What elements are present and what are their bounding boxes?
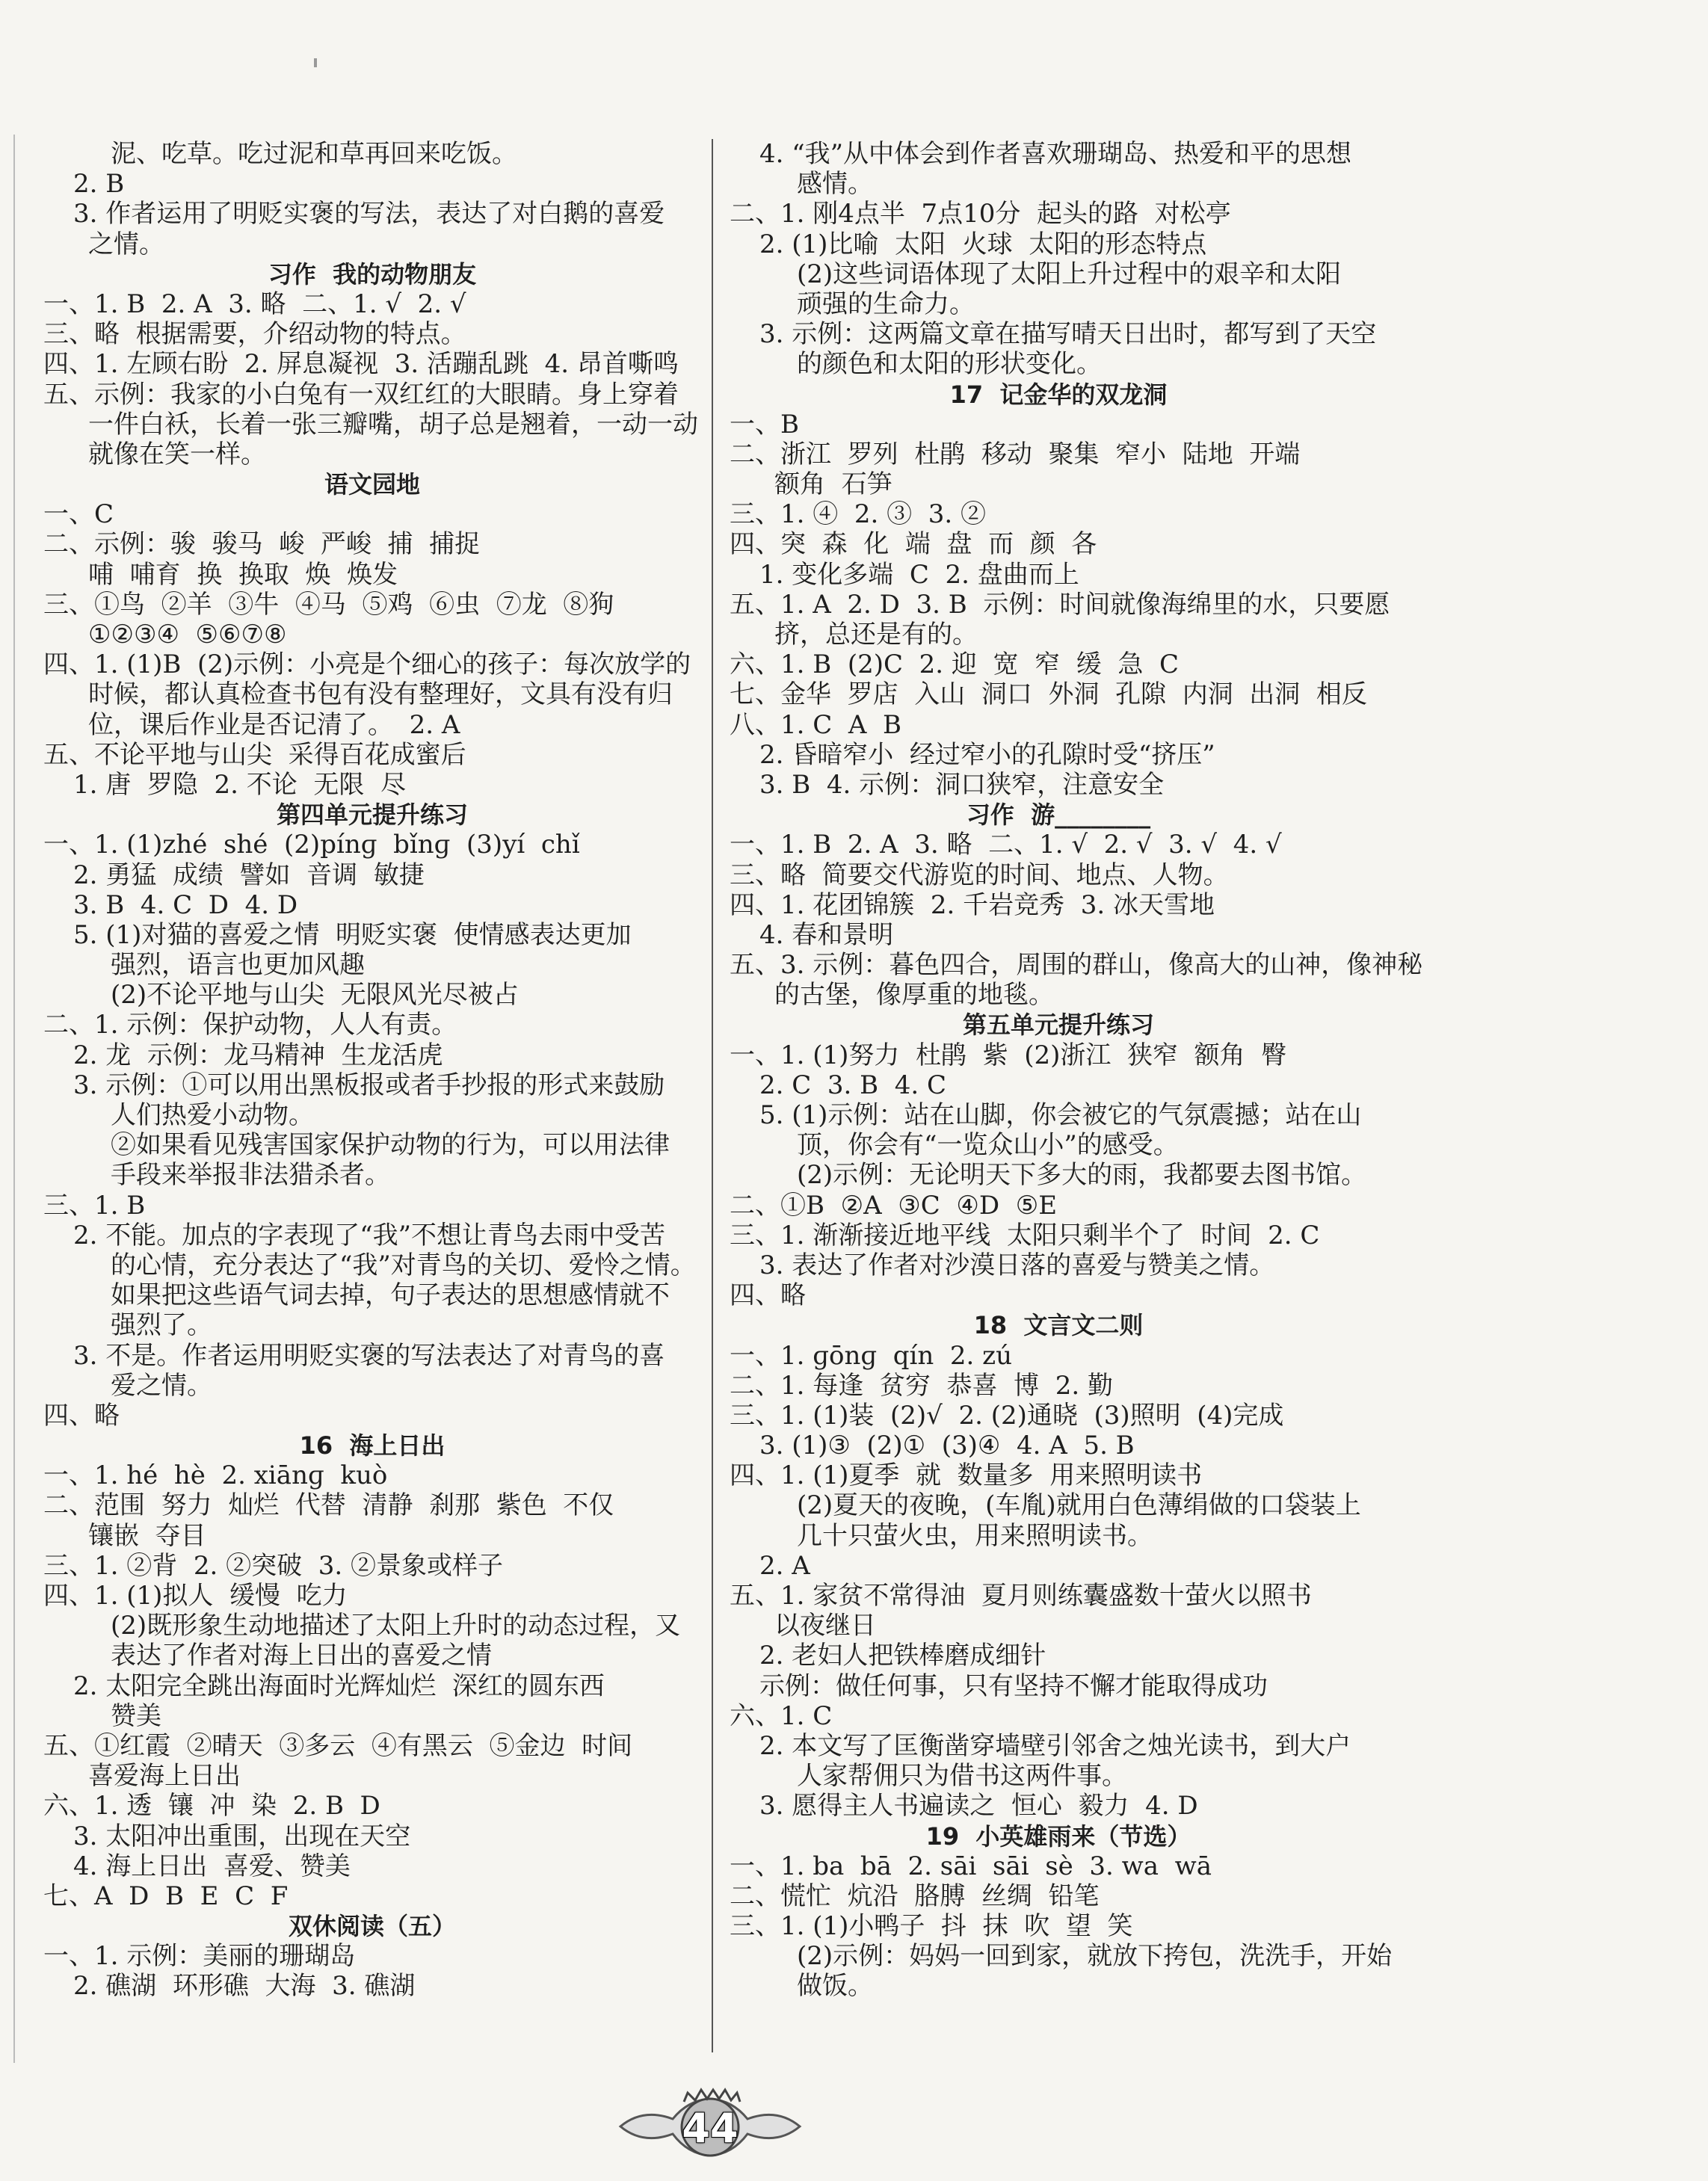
answer-line: 时候，都认真检查书包有没有整理好，文具有没有归 xyxy=(88,679,673,710)
answer-line: 2. (1)比喻 太阳 火球 太阳的形态特点 xyxy=(759,229,1207,259)
answer-line: 做饭。 xyxy=(797,1971,873,2002)
answer-line: 3. 示例：①可以用出黑板报或者手抄报的形式来鼓励 xyxy=(73,1070,665,1100)
answer-column-left xyxy=(43,139,701,2002)
answer-line: 一、1. ɡōnɡ qín 2. zú xyxy=(730,1340,1012,1371)
answer-line: 一、B xyxy=(730,409,799,439)
answer-line: 三、1. ④ 2. ③ 3. ② xyxy=(730,499,986,530)
answer-line: 顶，你会有“一览众山小”的感受。 xyxy=(797,1130,1179,1161)
answer-line: 三、1. (1)装 (2)√ 2. (2)通晓 (3)照明 (4)完成 xyxy=(730,1400,1284,1431)
answer-line: 喜爱海上日出 xyxy=(88,1761,241,1792)
answer-line: 四、略 xyxy=(730,1280,806,1311)
answer-line: 五、1. A 2. D 3. B 示例：时间就像海绵里的水，只要愿 xyxy=(730,589,1390,620)
answer-line: 三、1. ②背 2. ②突破 3. ②景象或样子 xyxy=(43,1550,503,1581)
answer-line: 以夜继日 xyxy=(774,1611,876,1641)
answer-line: 人家帮佣只为借书这两件事。 xyxy=(797,1761,1127,1792)
answer-line: 2. A xyxy=(759,1550,810,1581)
answer-line: 强烈，语言也更加风趣 xyxy=(111,950,365,981)
answer-line: 2. C 3. B 4. C xyxy=(759,1070,946,1100)
section-heading: 19 小英雄雨来（节选） xyxy=(925,1821,1191,1851)
answer-line: 4. 海上日出 喜爱、赞美 xyxy=(73,1851,351,1881)
answer-line: 手段来举报非法猎杀者。 xyxy=(111,1160,390,1191)
answer-line: 一、1. 示例：美丽的珊瑚岛 xyxy=(43,1941,356,1972)
answer-line: 2. 老妇人把铁棒磨成细针 xyxy=(759,1641,1046,1671)
answer-line: 4. 春和景明 xyxy=(759,919,894,950)
answer-line: 八、1. C A B xyxy=(730,709,902,740)
answer-line: 三、略 根据需要，介绍动物的特点。 xyxy=(43,319,466,350)
answer-line: 三、1. 渐渐接近地平线 太阳只剩半个了 时间 2. C xyxy=(730,1220,1320,1250)
page-footer xyxy=(0,2085,1420,2168)
answer-line: 四、1. (1)拟人 缓慢 吃力 xyxy=(43,1581,348,1611)
answer-line: (2)不论平地与山尖 无限风光尽被占 xyxy=(111,980,519,1011)
answer-line: 3. 愿得主人书遍读之 恒心 毅力 4. D xyxy=(759,1791,1198,1821)
answer-line: 一、1. (1)努力 杜鹃 紫 (2)浙江 狭窄 额角 臀 xyxy=(730,1040,1287,1070)
page-number: 44 xyxy=(682,2105,739,2152)
answer-line: 2. 礁湖 环形礁 大海 3. 礁湖 xyxy=(73,1971,416,2002)
answer-line: 爱之情。 xyxy=(111,1370,212,1401)
answer-line: 之情。 xyxy=(88,229,164,259)
answer-line: 四、1. 花团锦簇 2. 千岩竞秀 3. 冰天雪地 xyxy=(730,889,1215,920)
answer-line: 四、1. (1)夏季 就 数量多 用来照明读书 xyxy=(730,1460,1203,1491)
answer-line: 2. B xyxy=(73,169,125,200)
answer-line: (2)既形象生动地描述了太阳上升时的动态过程，又 xyxy=(111,1611,681,1641)
answer-line: 哺 哺育 换 换取 焕 焕发 xyxy=(88,559,398,590)
answer-line: 2. 昏暗窄小 经过窄小的孔隙时受“挤压” xyxy=(759,739,1215,770)
answer-line: 5. (1)示例：站在山脚，你会被它的气氛震撼；站在山 xyxy=(759,1100,1362,1130)
answer-line: 感情。 xyxy=(797,169,873,200)
answer-line: ①②③④ ⑤⑥⑦⑧ xyxy=(88,620,287,650)
answer-column-right xyxy=(730,139,1423,2002)
answer-line: 如果把这些语气词去掉，句子表达的思想感情就不 xyxy=(111,1280,670,1311)
section-heading: 16 海上日出 xyxy=(299,1431,446,1460)
answer-line: 二、慌忙 炕沿 胳膊 丝绸 铅笔 xyxy=(730,1881,1100,1911)
answer-line: 四、略 xyxy=(43,1400,120,1431)
answer-line: 一、1. B 2. A 3. 略 二、1. √ 2. √ 3. √ 4. √ xyxy=(730,830,1282,860)
answer-line: 一件白袄，长着一张三瓣嘴，胡子总是翘着，一动一动 xyxy=(88,409,698,439)
answer-line: 4. “我”从中体会到作者喜欢珊瑚岛、热爱和平的思想 xyxy=(759,139,1352,169)
answer-line: 赞美 xyxy=(111,1700,161,1731)
answer-line: 位，课后作业是否记清了。 2. A xyxy=(88,709,460,740)
answer-line: 2. 本文写了匡衡凿穿墙壁引邻舍之烛光读书，到大户 xyxy=(759,1730,1351,1761)
answer-line: 二、1. 刚4点半 7点10分 起头的路 对松亭 xyxy=(730,199,1231,229)
answer-line: 一、1. B 2. A 3. 略 二、1. √ 2. √ xyxy=(43,289,466,319)
answer-line: 五、1. 家贫不常得油 夏月则练囊盛数十萤火以照书 xyxy=(730,1581,1312,1611)
answer-line: 的颜色和太阳的形状变化。 xyxy=(797,349,1102,380)
answer-line: 一、C xyxy=(43,499,114,530)
answer-line: 2. 太阳完全跳出海面时光辉灿烂 深红的圆东西 xyxy=(73,1671,605,1701)
answer-line: 七、A D B E C F xyxy=(43,1881,289,1911)
answer-line: 挤，总还是有的。 xyxy=(774,620,978,650)
answer-line: (2)这些词语体现了太阳上升过程中的艰辛和太阳 xyxy=(797,259,1342,289)
answer-line: 3. B 4. 示例：洞口狭窄，注意安全 xyxy=(759,769,1165,800)
answer-line: 一、1. hé hè 2. xiānɡ kuò xyxy=(43,1460,388,1491)
answer-line: 三、1. (1)小鸭子 抖 抹 吹 望 笑 xyxy=(730,1911,1133,1942)
answer-line: 二、示例：骏 骏马 峻 严峻 捕 捕捉 xyxy=(43,529,481,560)
answer-line: 七、金华 罗店 入山 洞口 外洞 孔隙 内洞 出洞 相反 xyxy=(730,679,1367,710)
answer-line: (2)示例：无论明天下多大的雨，我都要去图书馆。 xyxy=(797,1160,1367,1191)
answer-line: 3. 作者运用了明贬实褒的写法，表达了对白鹅的喜爱 xyxy=(73,199,665,229)
answer-line: 五、示例：我家的小白兔有一双红红的大眼睛。身上穿着 xyxy=(43,379,679,410)
answer-line: ②如果看见残害国家保护动物的行为，可以用法律 xyxy=(111,1130,670,1161)
answer-line: 三、1. B xyxy=(43,1190,146,1221)
answer-line: 3. (1)③ (2)① (3)④ 4. A 5. B xyxy=(759,1431,1135,1461)
answer-line: 5. (1)对猫的喜爱之情 明贬实褒 使情感表达更加 xyxy=(73,919,632,950)
section-heading: 18 文言文二则 xyxy=(973,1311,1144,1340)
answer-line: 顽强的生命力。 xyxy=(797,289,975,319)
section-heading: 习作 我的动物朋友 xyxy=(268,259,477,289)
section-heading: 17 记金华的双龙洞 xyxy=(949,380,1168,409)
answer-line: 三、略 简要交代游览的时间、地点、人物。 xyxy=(730,860,1229,890)
answer-line: 1. 唐 罗隐 2. 不论 无限 尽 xyxy=(73,769,406,800)
answer-line: 3. 太阳冲出重围，出现在天空 xyxy=(73,1821,411,1851)
answer-line: 示例：做任何事，只有坚持不懈才能取得成功 xyxy=(759,1671,1268,1701)
answer-line: 二、1. 每逢 贫穷 恭喜 博 2. 勤 xyxy=(730,1370,1113,1401)
answer-line: (2)夏天的夜晚，(车胤)就用白色薄绢做的口袋装上 xyxy=(797,1490,1361,1521)
answer-line: 四、突 森 化 端 盘 而 颜 各 xyxy=(730,529,1097,560)
answer-line: 的心情，充分表达了“我”对青鸟的关切、爱怜之情。 xyxy=(111,1250,696,1280)
answer-line: 三、①鸟 ②羊 ③牛 ④马 ⑤鸡 ⑥虫 ⑦龙 ⑧狗 xyxy=(43,589,614,620)
answer-line: 二、浙江 罗列 杜鹃 移动 聚集 窄小 陆地 开端 xyxy=(730,439,1301,469)
answer-line: 表达了作者对海上日出的喜爱之情 xyxy=(111,1641,492,1671)
answer-line: 2. 勇猛 成绩 譬如 音调 敏捷 xyxy=(73,860,425,890)
answer-line: 强烈了。 xyxy=(111,1310,212,1341)
answer-line: 3. 示例：这两篇文章在描写晴天日出时，都写到了天空 xyxy=(759,319,1377,350)
answer-line: 五、3. 示例：暮色四合，周围的群山，像高大的山神，像神秘 xyxy=(730,950,1423,981)
answer-line: 二、范围 努力 灿烂 代替 清静 刹那 紫色 不仅 xyxy=(43,1490,614,1521)
section-heading: 第四单元提升练习 xyxy=(276,800,468,830)
answer-line: 一、1. (1)zhé shé (2)pínɡ bǐnɡ (3)yí chǐ xyxy=(43,830,580,860)
answer-line: 额角 石笋 xyxy=(774,469,892,500)
answer-line: 2. 不能。加点的字表现了“我”不想让青鸟去雨中受苦 xyxy=(73,1220,666,1250)
section-heading: 第五单元提升练习 xyxy=(962,1011,1154,1040)
answer-line: 四、1. (1)B (2)示例：小亮是个细心的孩子：每次放学的 xyxy=(43,650,691,680)
page-number-badge xyxy=(613,2085,807,2168)
answer-line: 3. 表达了作者对沙漠日落的喜爱与赞美之情。 xyxy=(759,1250,1275,1280)
answer-line: 六、1. C xyxy=(730,1700,833,1731)
answer-line: 就像在笑一样。 xyxy=(88,439,266,469)
answer-line: 泥、吃草。吃过泥和草再回来吃饭。 xyxy=(111,139,517,169)
answer-line: 六、1. B (2)C 2. 迎 宽 窄 缓 急 C xyxy=(730,650,1179,680)
answer-line: 二、1. 示例：保护动物，人人有责。 xyxy=(43,1010,457,1040)
answer-line: 3. 不是。作者运用明贬实褒的写法表达了对青鸟的喜 xyxy=(73,1340,665,1371)
answer-line: 的古堡，像厚重的地毯。 xyxy=(774,980,1054,1011)
answer-line: 五、不论平地与山尖 采得百花成蜜后 xyxy=(43,739,466,770)
answer-line: 几十只萤火虫，用来照明读书。 xyxy=(797,1520,1153,1551)
section-heading: 语文园地 xyxy=(324,470,420,499)
answer-line: 五、①红霞 ②晴天 ③多云 ④有黑云 ⑤金边 时间 xyxy=(43,1730,633,1761)
answer-line: (2)示例：妈妈一回到家，就放下挎包，洗洗手，开始 xyxy=(797,1941,1393,1972)
answer-line: 人们热爱小动物。 xyxy=(111,1100,314,1130)
answer-line: 四、1. 左顾右盼 2. 屏息凝视 3. 活蹦乱跳 4. 昂首嘶鸣 xyxy=(43,349,679,380)
answer-line: 一、1. ba bā 2. sāi sāi sè 3. wa wā xyxy=(730,1851,1212,1881)
answer-line: 六、1. 透 镶 冲 染 2. B D xyxy=(43,1791,380,1821)
section-heading: 习作 游________ xyxy=(966,800,1151,830)
answer-line: 镶嵌 夺目 xyxy=(88,1520,206,1551)
column-divider xyxy=(712,139,713,2052)
answer-line: 2. 龙 示例：龙马精神 生龙活虎 xyxy=(73,1040,443,1070)
answer-line: 1. 变化多端 C 2. 盘曲而上 xyxy=(759,559,1079,590)
scan-mark xyxy=(314,58,317,67)
answer-line: 二、①B ②A ③C ④D ⑤E xyxy=(730,1190,1058,1221)
section-heading: 双休阅读（五） xyxy=(288,1912,456,1941)
answer-line: 3. B 4. C D 4. D xyxy=(73,889,298,920)
